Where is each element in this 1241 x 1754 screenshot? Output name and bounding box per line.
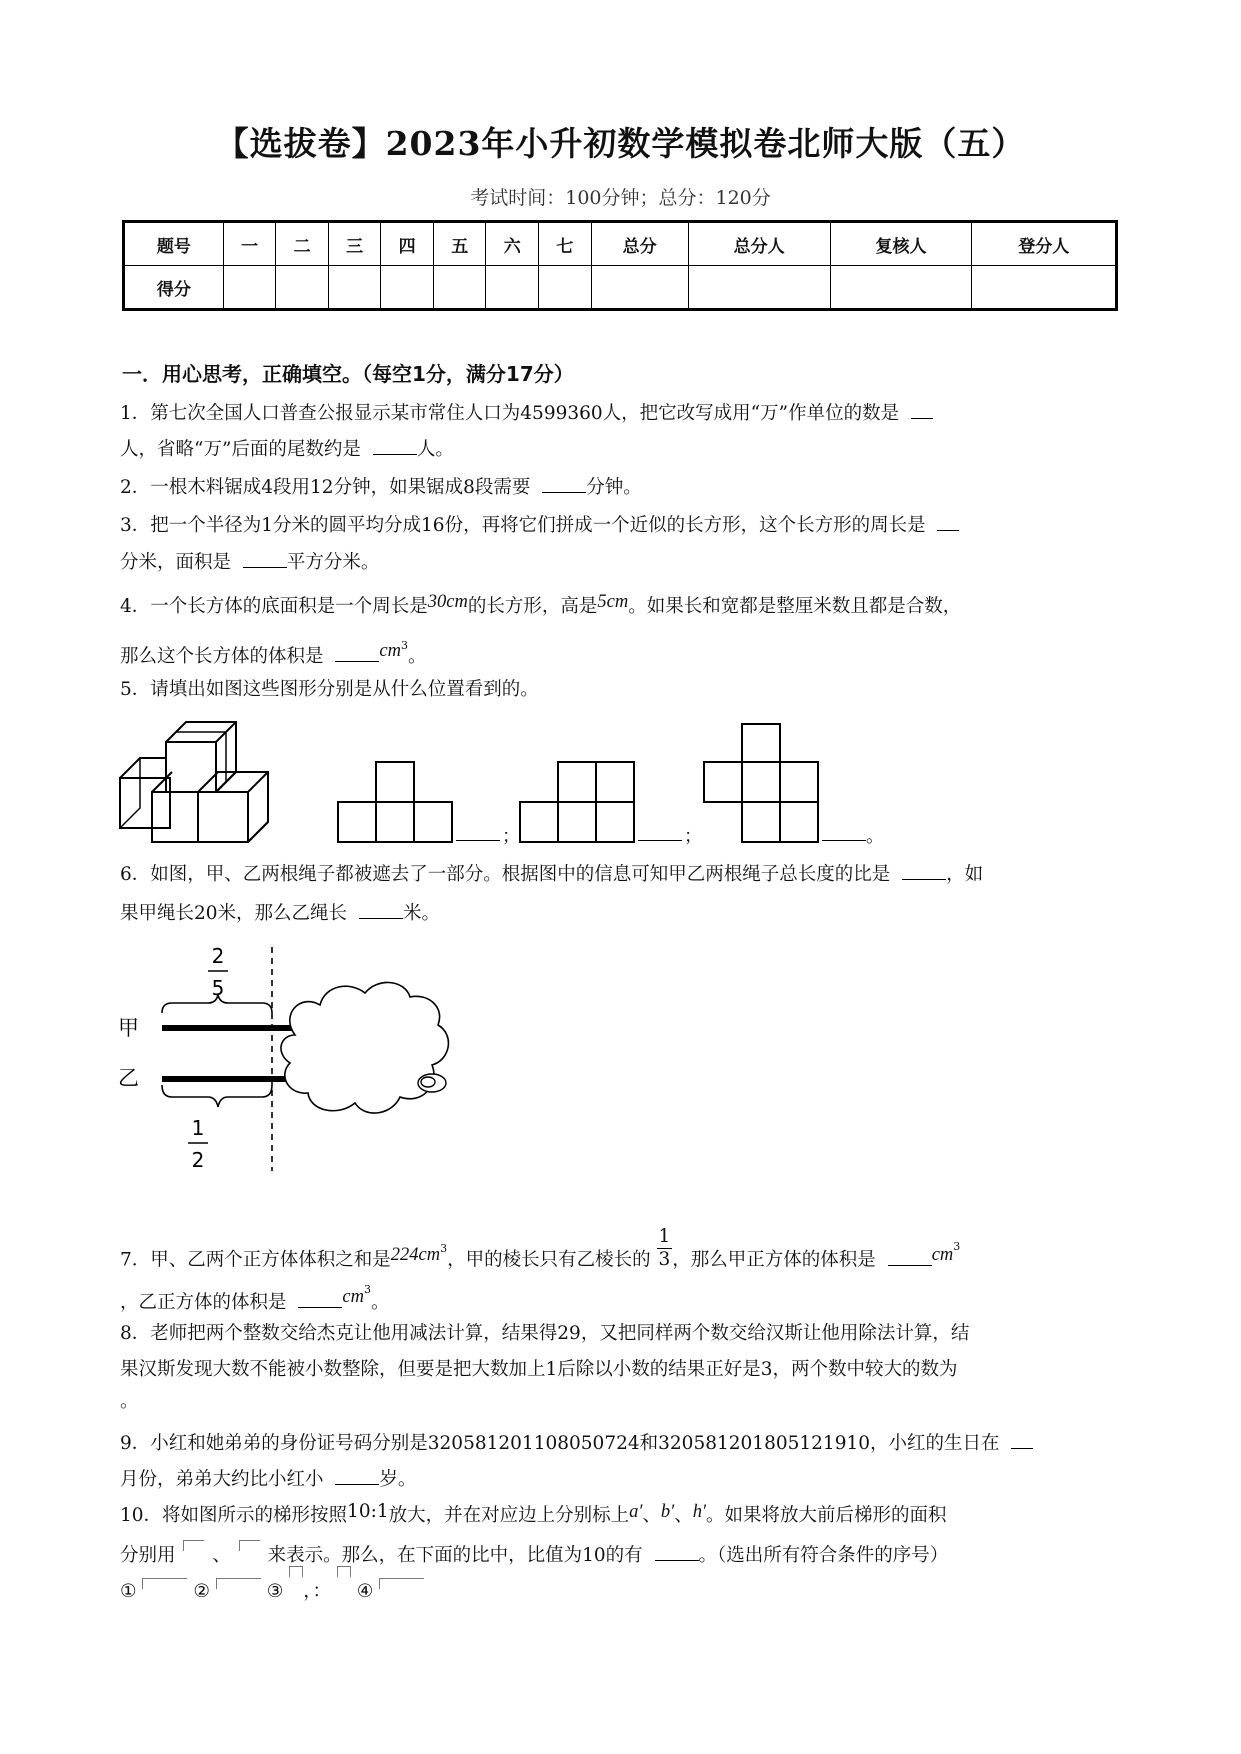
answer-blank[interactable] [359, 898, 403, 919]
rope-figure [110, 935, 490, 1185]
question-text: 10．将如图所示的梯形按照 [120, 1505, 348, 1526]
question-10-line-1 [120, 1502, 1120, 1530]
option-3-operator: ，： [303, 1581, 331, 1602]
broken-image-icon [183, 1540, 204, 1551]
table-header-cell: 六 [486, 222, 539, 266]
variable-a-prime: a′ [629, 1502, 643, 1522]
fraction-bottom-numerator: 1 [191, 1116, 205, 1140]
fraction-top-denominator: 5 [211, 976, 225, 1000]
table-header-cell: 五 [433, 222, 486, 266]
answer-blank[interactable] [888, 1245, 932, 1266]
separator: ； [502, 826, 520, 847]
question-text: 月份，弟弟大约比小红小 [120, 1469, 324, 1490]
broken-image-icon [142, 1578, 187, 1589]
question-text: 。（选出所有符合条件的序号） [698, 1545, 949, 1566]
question-text: 的长方形，高是 [467, 596, 598, 617]
fraction-numerator: 1 [658, 1226, 671, 1247]
answer-blank[interactable] [335, 1464, 379, 1485]
broken-image-icon [289, 1566, 303, 1577]
math-value: 224cm [390, 1244, 441, 1265]
bottom-brace [162, 1085, 272, 1107]
question-text: 。 [407, 646, 427, 668]
view-answer-blank[interactable] [638, 820, 682, 841]
score-cell[interactable] [328, 266, 381, 310]
question-6-line-1 [120, 859, 1120, 889]
option-4: ④ [356, 1581, 374, 1602]
question-text: 果甲绳长20米，那么乙绳长 [120, 903, 348, 924]
broken-image-icon [337, 1566, 351, 1577]
question-3-line-1 [120, 510, 1120, 540]
score-cell[interactable] [381, 266, 434, 310]
unit-exponent: 3 [440, 1242, 448, 1256]
unit-label: cm [931, 1244, 954, 1265]
rope-label-yi: 乙 [118, 1066, 139, 1090]
variable-h-prime: h′ [692, 1502, 707, 1522]
question-8-line-3: 。 [120, 1391, 139, 1412]
score-cell[interactable] [972, 266, 1117, 310]
question-text: 分米，面积是 [120, 552, 232, 573]
option-2: ② [193, 1581, 210, 1602]
question-text: 人，省略“万”后面的尾数约是 [120, 439, 361, 460]
score-cell[interactable] [486, 266, 539, 310]
question-text: 7．甲、乙两个正方体体积之和是 [120, 1249, 391, 1271]
question-text: 5．请填出如图这些图形分别是从什么位置看到的。 [120, 679, 539, 700]
question-text: 。如果将放大前后梯形的面积 [706, 1505, 947, 1526]
view-answer-blank[interactable] [456, 820, 500, 841]
question-7-line-2 [120, 1284, 1120, 1317]
score-table-score-row [124, 266, 1117, 310]
view-shape-3 [702, 722, 822, 844]
table-header-cell: 三 [328, 222, 381, 266]
answer-blank[interactable] [298, 1287, 342, 1308]
question-1-line-1 [120, 398, 1120, 428]
score-table-header-row [124, 222, 1117, 266]
table-header-cell: 登分人 [972, 222, 1117, 266]
separator: 。 [866, 826, 884, 847]
broken-image-icon [379, 1578, 424, 1589]
broken-image-icon [216, 1578, 261, 1589]
separator: 、 [642, 1505, 661, 1526]
answer-blank[interactable] [911, 398, 933, 419]
question-text: 3．把一个半径为1分米的圆平均分成16份，再将它们拼成一个近似的长方形，这个长方形的周长是 [120, 515, 926, 536]
rope-label-jia: 甲 [118, 1016, 139, 1040]
table-header-cell: 题号 [124, 222, 224, 266]
view-answer-blank[interactable] [822, 820, 866, 841]
table-header-cell: 四 [381, 222, 434, 266]
question-text: 人。 [416, 439, 454, 460]
answer-blank[interactable] [902, 859, 946, 880]
table-header-cell: 二 [276, 222, 329, 266]
answer-blank[interactable] [937, 510, 959, 531]
question-text: 分别用 [120, 1545, 176, 1566]
unit-label: cm [379, 641, 401, 662]
question-5 [120, 676, 1120, 704]
question-text: 9．小红和她弟弟的身份证号码分别是320581201108050724和320581201805121910，小红的生日在 [120, 1433, 1000, 1454]
page-title: 【选拔卷】2023年小升初数学模拟卷北师大版（五） [215, 124, 1026, 163]
question-text: 。 [370, 1292, 390, 1314]
separator: ； [684, 826, 702, 847]
top-brace [162, 995, 272, 1013]
math-value: 5cm [597, 592, 629, 612]
score-table [122, 220, 1118, 311]
cloud-cover [281, 982, 449, 1113]
cube-stack-figure [118, 710, 278, 845]
unit-exponent: 3 [363, 1283, 371, 1296]
table-header-cell: 七 [539, 222, 592, 266]
question-text: ，甲的棱长只有乙棱长的 [447, 1249, 651, 1271]
variable-b-prime: b′ [660, 1502, 675, 1522]
question-text: 那么这个长方体的体积是 [120, 646, 324, 668]
fraction-bottom-denominator: 2 [191, 1148, 205, 1172]
question-7-line-1 [120, 1226, 1120, 1283]
view-shape-2 [518, 760, 638, 844]
question-9-line-1 [120, 1428, 1120, 1458]
separator: 、 [674, 1505, 693, 1526]
answer-blank[interactable] [335, 641, 379, 662]
section-title: 一．用心思考，正确填空。（每空1分，满分17分） [122, 362, 574, 386]
question-text: 2．一根木料锯成4段用12分钟，如果锯成8段需要 [120, 477, 531, 498]
ratio-value: 10:1 [347, 1501, 389, 1522]
table-header-cell: 复核人 [830, 222, 972, 266]
question-text: ，那么甲正方体的体积是 [672, 1249, 876, 1271]
question-8-line-2: 果汉斯发现大数不能被小数整除，但要是把大数加上1后除以小数的结果正好是3，两个数中较大的数为 [120, 1359, 958, 1380]
question-text: 分钟。 [586, 477, 642, 498]
question-2 [120, 472, 1120, 502]
broken-image-icon [239, 1540, 260, 1551]
table-header-cell: 一 [223, 222, 276, 266]
unit-exponent: 3 [400, 639, 408, 652]
answer-blank[interactable] [655, 1540, 699, 1561]
separator: 、 [212, 1545, 231, 1566]
score-cell[interactable] [830, 266, 972, 310]
question-text: ，乙正方体的体积是 [120, 1292, 287, 1314]
question-text: 平方分米。 [286, 552, 380, 573]
question-10-options [120, 1578, 1120, 1606]
answer-blank[interactable] [542, 472, 586, 493]
answer-blank[interactable] [243, 547, 287, 568]
fraction [657, 1226, 673, 1271]
answer-blank[interactable] [373, 434, 417, 455]
math-value: 30cm [427, 592, 468, 612]
question-6-line-2 [120, 898, 1120, 928]
question-text: 岁。 [379, 1469, 417, 1490]
question-text: 米。 [402, 903, 440, 924]
question-text: 1．第七次全国人口普查公报显示某市常住人口为4599360人，把它改写成用“万”作单位的数是 [120, 403, 900, 424]
score-cell[interactable] [223, 266, 276, 310]
score-cell[interactable] [433, 266, 486, 310]
question-4-line-2 [120, 638, 1120, 671]
cloud-swirl [418, 1074, 446, 1092]
question-4-line-1 [120, 593, 1120, 621]
question-9-line-2 [120, 1464, 1120, 1494]
fraction-denominator: 3 [658, 1249, 671, 1270]
table-header-cell: 总分 [591, 222, 688, 266]
fraction-top-numerator: 2 [211, 944, 225, 968]
question-text: 放大，并在对应边上分别标上 [388, 1505, 630, 1526]
question-10-line-2 [120, 1540, 1120, 1570]
score-cell[interactable] [591, 266, 688, 310]
unit-exponent: 3 [953, 1240, 961, 1254]
score-cell[interactable] [539, 266, 592, 310]
unit-label: cm [342, 1287, 364, 1308]
table-row-label: 得分 [124, 266, 224, 310]
score-cell[interactable] [688, 266, 830, 310]
option-3: ③ [266, 1581, 284, 1602]
exam-info: 考试时间：100分钟；总分：120分 [470, 187, 771, 209]
question-8-line-1: 8．老师把两个整数交给杰克让他用减法计算，结果得29，又把同样两个数交给汉斯让他用除法计算，结 [120, 1323, 970, 1344]
option-1: ① [120, 1581, 137, 1602]
score-cell[interactable] [276, 266, 329, 310]
question-text: 来表示。那么，在下面的比中，比值为10的有 [267, 1545, 643, 1566]
question-text: 4．一个长方体的底面积是一个周长是 [120, 596, 428, 617]
question-text: 6．如图，甲、乙两根绳子都被遮去了一部分。根据图中的信息可知甲乙两根绳子总长度的比是 [120, 864, 891, 885]
view-shape-1 [336, 760, 456, 844]
question-3-line-2 [120, 547, 1120, 577]
question-text: 。如果长和宽都是整厘米数且都是合数， [628, 596, 962, 617]
table-header-cell: 总分人 [688, 222, 830, 266]
answer-blank[interactable] [1011, 1428, 1033, 1449]
question-text: ，如 [946, 864, 984, 885]
question-1-line-2 [120, 434, 1120, 464]
